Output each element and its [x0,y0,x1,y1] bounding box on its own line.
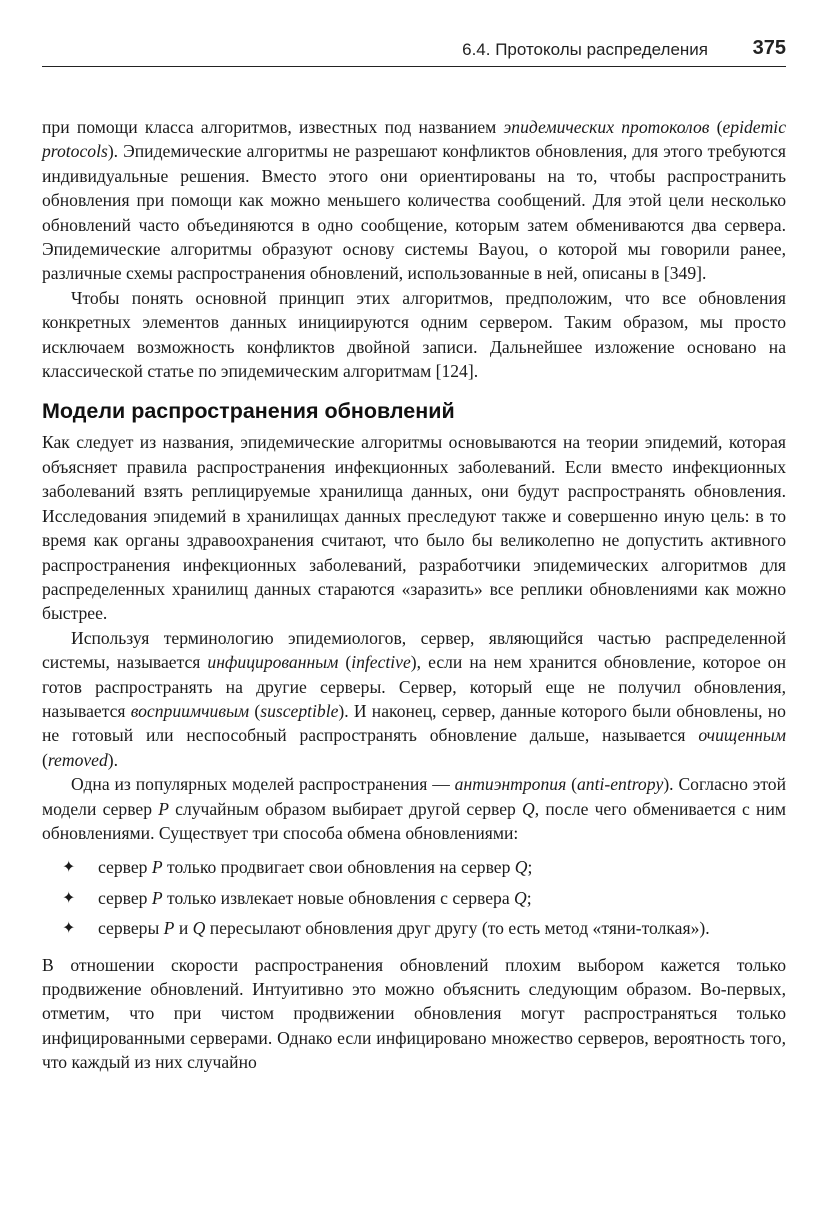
term-infective: инфицированным [207,652,339,673]
text-run: случайным образом выбирает другой сервер [168,798,523,819]
four-point-star-icon: ✦ [62,918,76,938]
text-run: только извлекает новые обновления с сервера [162,887,515,908]
server-p: P [151,857,163,878]
paragraph-4 [42,626,786,772]
page-number: 375 [752,37,786,59]
text-run: ( [566,774,577,795]
section-heading: Модели распространения обновлений [42,399,455,424]
term-susceptible: восприимчивым [130,700,250,721]
text-run: ). И наконец, сервер, данные которого были обновлены, но не готовый или неспособный распространять обновление дальше, называется [42,700,786,746]
four-point-star-icon: ✦ [62,887,76,907]
four-point-star-icon: ✦ [62,857,76,877]
text-run: сервер [98,887,152,908]
text-run: при помощи класса алгоритмов, известных под названием [42,117,504,137]
running-header [42,34,786,67]
text-run: ( [338,652,352,673]
term-anti-entropy: антиэнтропия [454,774,567,795]
paragraph-2: Чтобы понять основной принцип этих алгоритмов, предположим, что все обновления конкретных элементов данных инициируются одним сервером. Таким образом, мы просто исключаем возможность конфликтов двойной записи. Дальнейшее изложение основано на классической статье по эпидемическим алгоритмам [124]. [42,287,786,382]
paragraph-6: В отношении скорости распространения обновлений плохим выбором кажется только продвижение обновлений. Интуитивно это можно объяснить следующим образом. Во-первых, отметим, что при чистом продвижении обновления могут распространяться только инфицированными серверами. Однако если инфицировано множество серверов, вероятность того, что каждый из них случайно [42,954,786,1073]
text-run: Используя терминологию эпидемиологов, сервер, являющийся частью распределенной системы, называется [42,627,786,673]
server-p: P [163,918,175,939]
text-run: ). Согласно этой модели сервер [42,774,786,819]
paragraph-1 [42,115,786,286]
list-item [42,886,786,910]
term-removed-en: removed [47,749,108,770]
paragraph-3: Как следует из названия, эпидемические алгоритмы основываются на теории эпидемий, которая объясняет правила распространения инфекционных заболеваний. Если вместо инфекционных заболеваний взять реплицируемые хранилища данных, они будут распространять обновления. Исследования эпидемий в хранилищах данных преследуют также и совершенно иную цель: в то время как органы здравоохранения считают, что было бы великолепно не допустить активного распространения инфекционных заболеваний, разработчики эпидемических алгоритмов для распределенных хранилищ данных стараются «заразить» все реплики обновлениями как можно быстрее. [42,432,786,624]
text-run: сервер [98,857,152,878]
body-text [42,115,786,1075]
server-q: Q [522,798,535,819]
text-run: ). Эпидемические алгоритмы не разрешают конфликтов обновления, для этого требуются индивидуальные решения. Вместо этого они ориентированы на то, чтобы распространить обновления при помощи как можно меньшего количества сообщений. Для этой цели несколько обновлений часто объединяются в одно сообщение, которым затем обмениваются два сервера. Эпидемические алгоритмы образуют основу системы Bayou, о которой мы говорили ранее, различные схемы распространения обновлений, использованные в ней, описаны в [349]. [42,141,787,284]
server-p: P [151,887,163,908]
term-epidemic-protocols: эпидемических протоколов [503,117,710,137]
list-item [42,916,786,940]
text-run: серверы [98,918,164,939]
paragraph-5 [42,772,786,845]
text-run: только продвигает свои обновления на сервер [162,857,515,878]
text-run: ; [526,887,532,908]
text-run: ). [107,749,119,770]
server-q: Q [514,857,528,878]
exchange-methods-list [42,855,786,940]
running-header-title: 6.4. Протоколы распределения [462,40,708,59]
text-run: ), если на нем хранится обновление, которое он готов распространять на другие серверы. Сервер, который еще не получил обновления, называется [42,652,786,721]
server-q: Q [192,918,206,939]
server-p: P [158,798,169,819]
text-run: ( [249,700,261,721]
list-item [42,855,786,879]
term-epidemic-protocols-en: epidemic protocols [42,117,787,162]
book-page [42,34,786,1204]
term-susceptible-en: susceptible [260,700,339,721]
text-run: , после чего обменивается с ним обновлениями. Существует три способа обмена обновлениями: [42,798,786,843]
text-run: пересылают обновления друг другу (то есть метод «тяни-толкая»). [205,918,710,939]
text-run: ; [527,857,533,878]
server-q: Q [514,887,527,908]
text-run: Одна из популярных моделей распространения — [71,774,455,795]
text-run: ( [709,117,723,137]
text-run: и [174,918,193,939]
text-run: ( [42,749,48,770]
term-removed: очищенным [698,725,786,746]
term-anti-entropy-en: anti-entropy [577,774,664,795]
term-infective-en: infective [351,652,411,673]
